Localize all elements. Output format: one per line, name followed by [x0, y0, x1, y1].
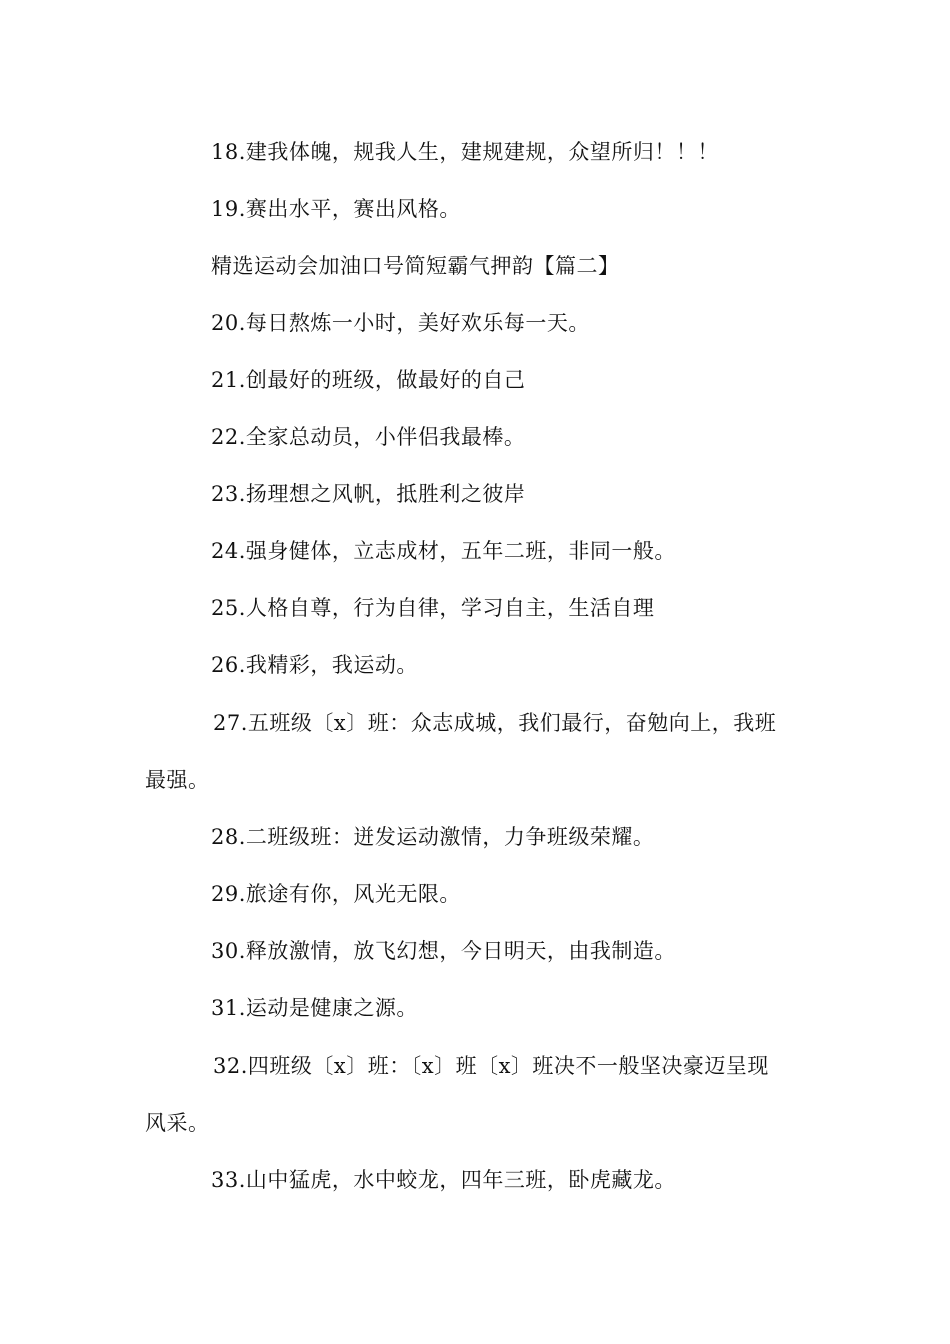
slogan-25: 25.人格自尊，行为自律，学习自主，生活自理	[211, 596, 655, 620]
slogan-30: 30.释放激情，放飞幻想，今日明天，由我制造。	[211, 939, 676, 963]
slogan-27-continued: 最强。	[145, 768, 210, 792]
section-heading: 精选运动会加油口号简短霸气押韵【篇二】	[211, 254, 620, 278]
slogan-32-continued: 风采。	[145, 1111, 210, 1135]
slogan-29: 29.旅途有你，风光无限。	[211, 882, 461, 906]
slogan-32: 32.四班级〔x〕班：〔x〕班〔x〕班决不一般坚决豪迈呈现	[213, 1054, 769, 1078]
slogan-27: 27.五班级〔x〕班：众志成城，我们最行，奋勉向上，我班	[213, 711, 777, 735]
slogan-22: 22.全家总动员，小伴侣我最棒。	[211, 425, 526, 449]
slogan-18: 18.建我体魄，规我人生，建规建规，众望所归！！！	[211, 140, 719, 164]
slogan-23: 23.扬理想之风帆，抵胜利之彼岸	[211, 482, 526, 506]
slogan-31: 31.运动是健康之源。	[211, 996, 418, 1020]
slogan-28: 28.二班级班：迸发运动激情，力争班级荣耀。	[211, 825, 655, 849]
slogan-20: 20.每日熬炼一小时，美好欢乐每一天。	[211, 311, 590, 335]
slogan-21: 21.创最好的班级，做最好的自己	[211, 368, 526, 392]
slogan-26: 26.我精彩，我运动。	[211, 653, 418, 677]
slogan-24: 24.强身健体，立志成材，五年二班，非同一般。	[211, 539, 676, 563]
slogan-33: 33.山中猛虎，水中蛟龙，四年三班，卧虎藏龙。	[211, 1168, 676, 1192]
slogan-19: 19.赛出水平，赛出风格。	[211, 197, 461, 221]
